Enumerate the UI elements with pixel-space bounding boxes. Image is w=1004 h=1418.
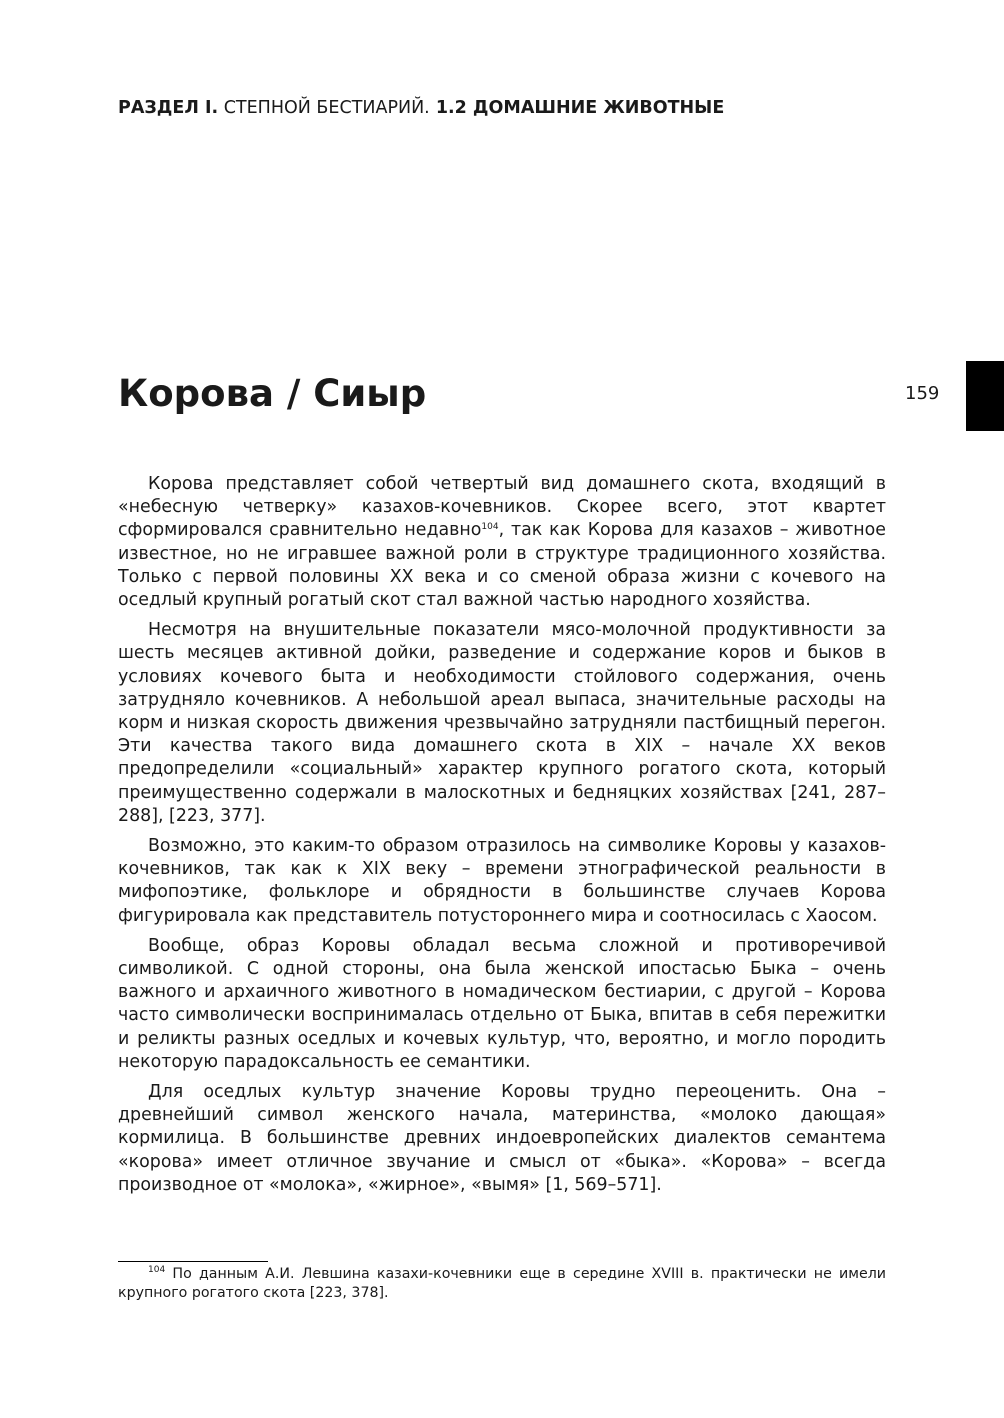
footnote-divider <box>118 1261 268 1262</box>
article-title: Корова / Сиыр <box>118 372 427 415</box>
thumb-index-tab <box>966 361 1004 431</box>
paragraph-3: Возможно, это каким-то образом отразилось на символике Коровы у казахов-кочевников, так как к XIX веку – времени этнографической реальности в мифопоэтике, фольклоре и обрядности в большинстве случаев Корова фигурировала как представитель потустороннего мира и соотносилась с Хаосом. <box>118 836 886 926</box>
footnote-reference[interactable]: 104 <box>481 522 499 533</box>
paragraph-1-text-a: Корова представляет собой четвертый вид домашнего скота, входящий в «небесную четверку» казахов-кочевников. Скорее всего, этот квартет сформировался сравнительно недавно <box>118 474 886 541</box>
running-head-part: СТЕПНОЙ БЕСТИАРИЙ. <box>218 98 430 118</box>
article-body <box>118 473 886 1204</box>
running-head <box>118 97 918 119</box>
paragraph-1 <box>118 473 886 612</box>
paragraph-4: Вообще, образ Коровы обладал весьма сложной и противоречивой символикой. С одной стороны, она была женской ипостасью Быка – очень важного и архаичного животного в номадическом бестиарии, с другой – Корова часто символически воспринималась отдельно от Быка, впитав в себя пережитки и реликты разных оседлых и кочевых культур, что, вероятно, и могло породить некоторую парадоксальность ее семантики. <box>118 935 886 1072</box>
running-head-chapter: 1.2 ДОМАШНИЕ ЖИВОТНЫЕ <box>429 98 725 118</box>
footnote-number: 104 <box>148 1265 166 1275</box>
paragraph-2: Несмотря на внушительные показатели мясо-молочной продуктивности за шесть месяцев активной дойки, разведение и содержание коров и быков в условиях кочевого быта и необходимости стойлового содержания, очень затрудняло кочевников. А небольшой ареал выпаса, значительные расходы на корм и низкая скорость движения чрезвычайно затрудняли пастбищный перегон. Эти качества такого вида домашнего скота в XIX – начале XX веков предопределили «социальный» характер крупного рогатого скота, который преимущественно содержали в малоскотных и бедняцких хозяйствах [241, 287–288], [223, 377]. <box>118 620 886 826</box>
running-head-section: РАЗДЕЛ I. <box>118 98 219 118</box>
paragraph-5: Для оседлых культур значение Коровы трудно переоценить. Она – древнейший символ женского начала, материнства, «молоко дающая» кормилица. В большинстве древних индоевропейских диалектов семантема «корова» имеет отличное звучание и смысл от «быка». «Корова» – всегда производное от «молока», «жирное», «вымя» [1, 569–571]. <box>118 1082 886 1195</box>
paragraph-1-text-b: , так как Корова для казахов – животное известное, но не игравшее важной роли в структуре традиционного хозяйства. Только с первой половины XX века и со сменой образа жизни с кочевого на оседлый крупный рогатый скот стал важной частью народного хозяйства. <box>118 520 887 611</box>
footnote <box>118 1265 886 1303</box>
footnote-text: По данным А.И. Левшина казахи-кочевники еще в середине XVIII в. практически не имели крупного рогатого скота [223, 378]. <box>118 1266 886 1301</box>
page-number: 159 <box>905 383 940 404</box>
